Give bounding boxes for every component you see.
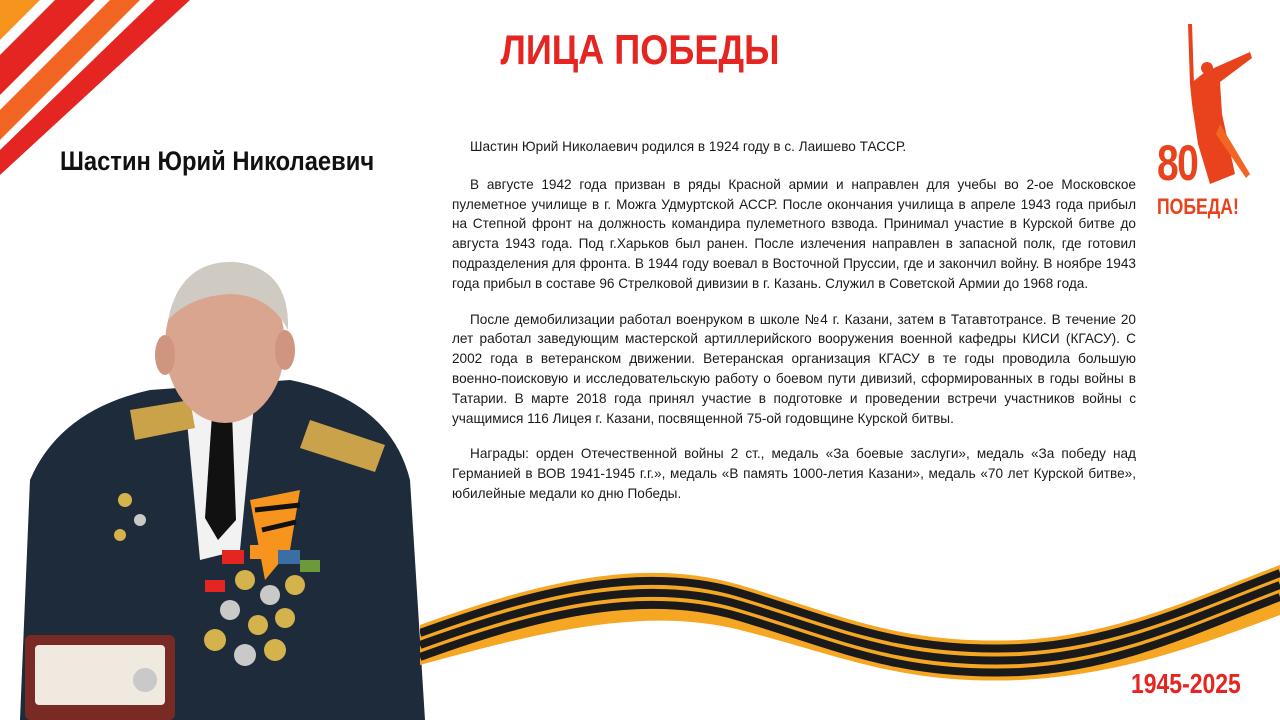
veteran-portrait (0, 250, 430, 720)
bio-paragraph-after-war: После демобилизации работал военруком в школе №4 г. Казани, затем в Татавтотрансе. В течение 20 лет работал заведующим мастерской артиллерийского вооружения военной кафедры КИСИ (КГАСУ). С 2002 года в ветеранском движении. Ветеранская организация КГАСУ в те годы проводила большую военно-поисковую и исследовательскую работу о боевом пути дивизий, сформированных в годы войны в Татарии. В марте 2018 года принял участие в подготовке и проведении встречи участников войны с учащимися 116 Лицея г. Казани, посвященной 75-ой годовщине Курской битвы. (452, 311, 1136, 426)
biography-text (452, 137, 1136, 520)
bio-paragraph-service: В августе 1942 года призван в ряды Красной армии и направлен для учебы во 2-ое Московское пулеметное училище в г. Можга Удмуртской АССР. После окончания училища в апреле 1943 года прибыл на Степной фронт на должность командира пулеметного взвода. Принимал участие в Курской битве до августа 1943 года. Под г.Харьков был ранен. После излечения направлен в запасной полк, где готовил подразделения для фронта. В 1944 году воевал в Восточной Пруссии, где и закончил войну. В ноябре 1943 года прибыл в составе 96 Стрелковой дивизии в г. Казань. Служил в Советской Армии до 1968 года. (452, 176, 1136, 291)
person-name: Шастин Юрий Николаевич (60, 146, 375, 176)
emblem-number: 80 (1157, 135, 1198, 191)
years-label: 1945-2025 (1131, 668, 1241, 699)
page-title: ЛИЦА ПОБЕДЫ (500, 26, 780, 73)
emblem-word: ПОБЕДА! (1157, 194, 1239, 219)
st-george-ribbon (420, 545, 1280, 685)
bio-paragraph-awards: Награды: орден Отечественной войны 2 ст., медаль «За боевые заслуги», медаль «За победу над Германией в ВОВ 1941-1945 г.г.», медаль «В память 1000-летия Казани», медаль «70 лет Курской битве», юбилейные медали ко дню Победы. (452, 446, 1136, 501)
bio-paragraph-birth: Шастин Юрий Николаевич родился в 1924 году в с. Лаишево ТАССР. (470, 139, 907, 154)
